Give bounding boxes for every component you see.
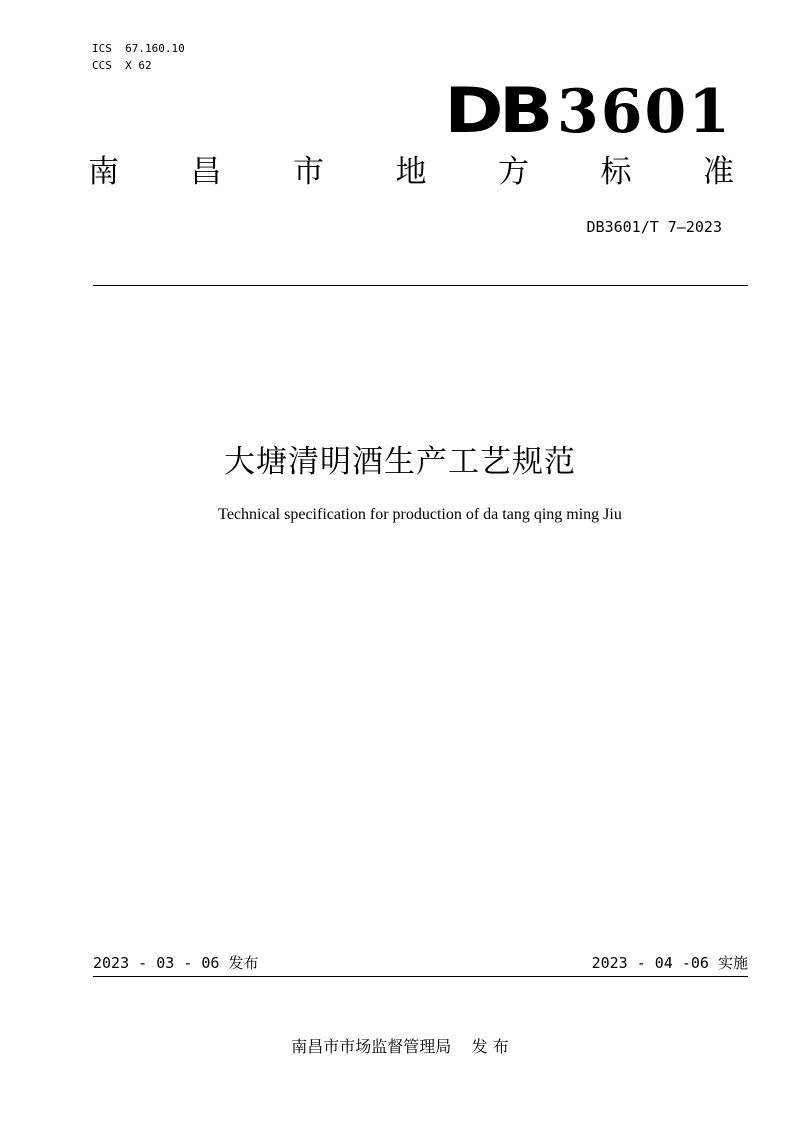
date-row	[93, 952, 748, 973]
ccs-code: CCS X 62	[92, 59, 152, 72]
category-char: 南	[88, 154, 119, 190]
standard-id: DB3601/T 7—2023	[586, 218, 722, 236]
standard-prefix: DB	[444, 74, 549, 147]
implementation-date: 2023 - 04 -06 实施	[591, 954, 748, 972]
issue-date: 2023 - 03 - 06 发布	[93, 954, 259, 972]
ics-code: ICS 67.160.10	[92, 42, 185, 55]
header-divider	[93, 285, 748, 286]
publisher-action: 发 布	[471, 1037, 509, 1056]
footer-divider	[93, 976, 748, 977]
classification-codes	[92, 40, 185, 74]
document-title-english: Technical specification for production of da tang qing ming Jiu	[218, 506, 622, 523]
category-char: 昌	[190, 154, 222, 190]
category-char: 地	[395, 154, 427, 190]
category-char: 市	[293, 154, 324, 190]
standard-category	[88, 152, 734, 192]
standard-number: 3601	[557, 77, 732, 147]
publisher-line	[0, 1034, 800, 1057]
category-char: 准	[703, 154, 734, 190]
document-title-chinese: 大塘清明酒生产工艺规范	[224, 444, 576, 480]
publisher-name: 南昌市市场监督管理局	[291, 1037, 452, 1056]
category-char: 方	[498, 154, 529, 190]
standard-code-logo	[444, 74, 732, 147]
category-char: 标	[600, 154, 632, 190]
